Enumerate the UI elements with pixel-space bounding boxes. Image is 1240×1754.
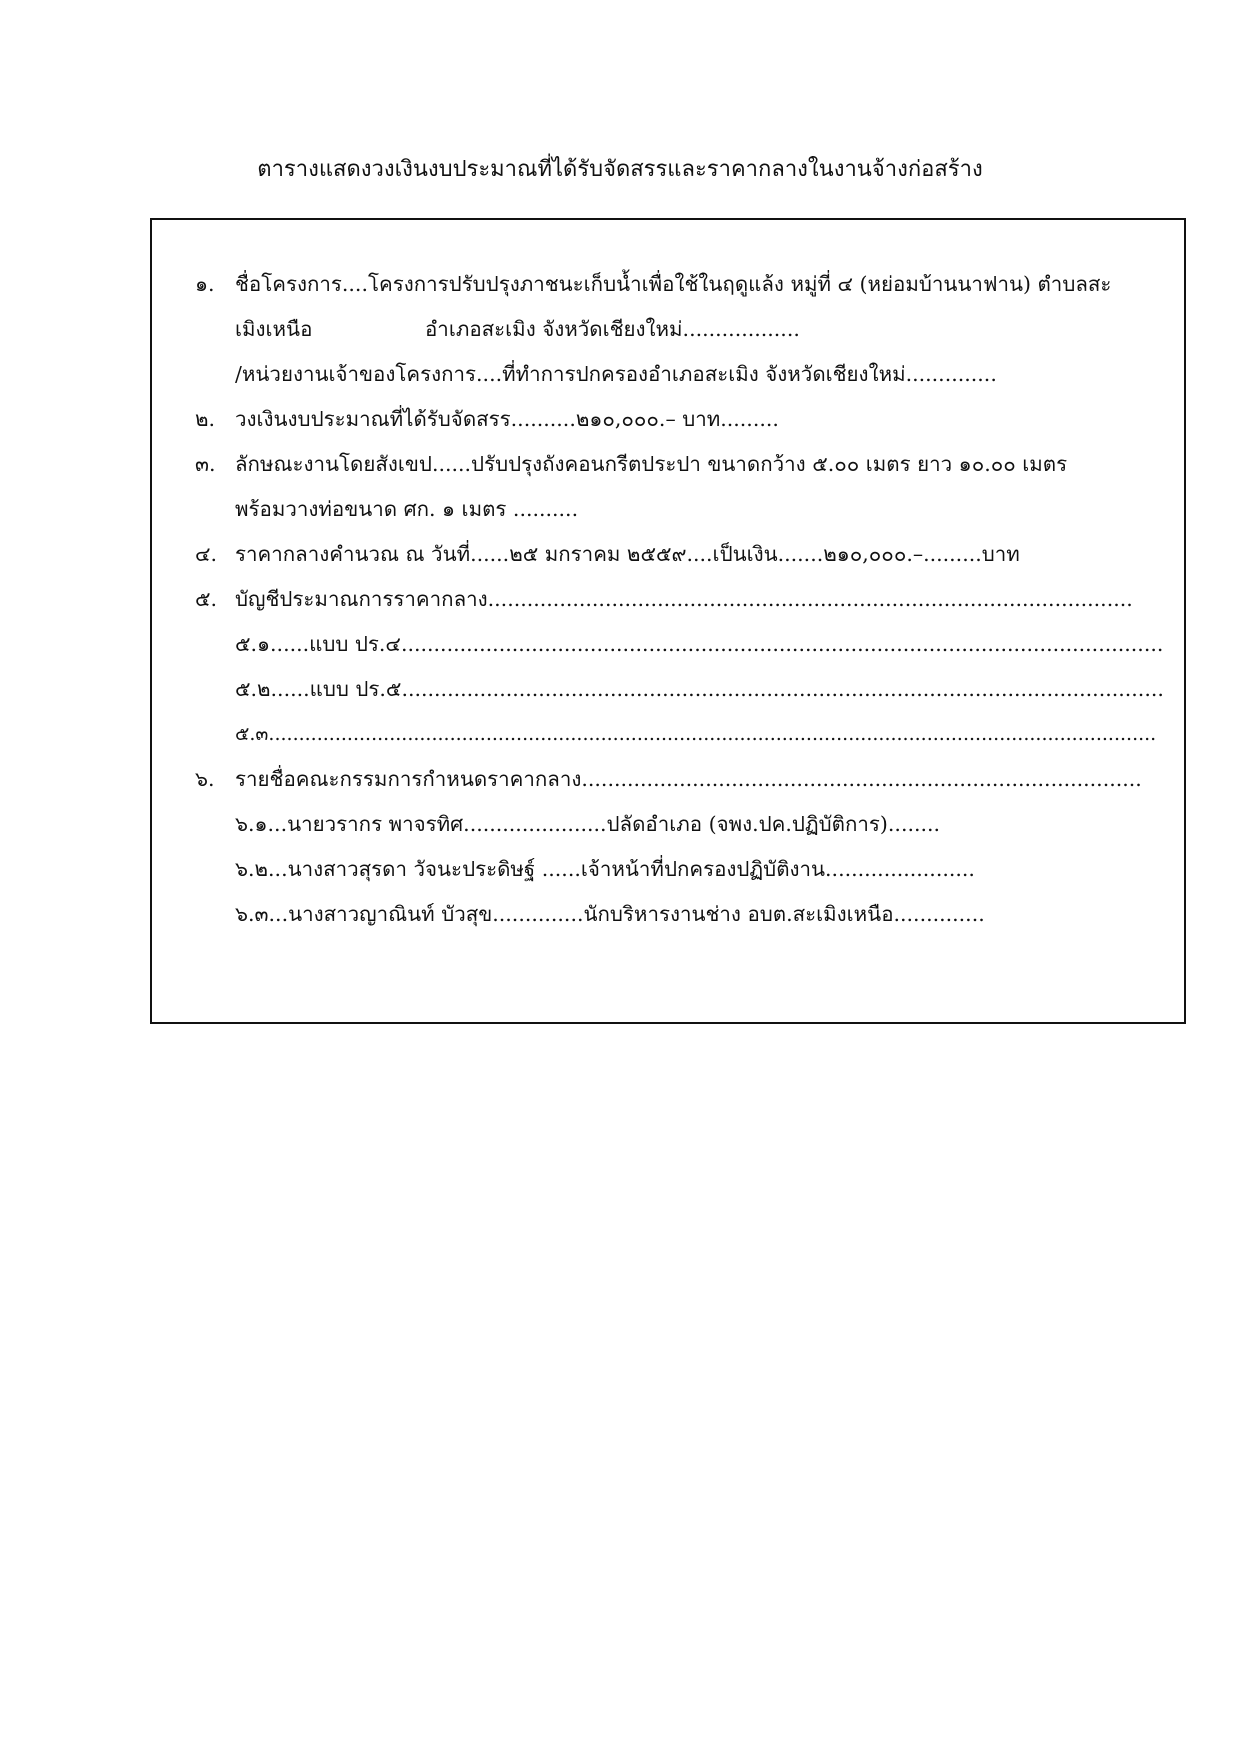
item-6-2-committee-member: ๖.๒...นางสาวสุรดา วัจนะประดิษฐ์ ......เจ้าหน้าที่ปกครองปฏิบัติงาน.......................: [235, 857, 975, 881]
document-title: ตารางแสดงวงเงินงบประมาณที่ได้รับจัดสรรและราคากลางในงานจ้างก่อสร้าง: [257, 157, 983, 182]
item-2-row: [195, 397, 779, 441]
item-1-number: ๑.: [195, 272, 215, 296]
item-5-estimate-list: บัญชีประมาณการราคากลาง...................................................................................................: [235, 587, 1133, 611]
item-4-number: ๔.: [195, 542, 218, 566]
item-5-3-blank: ๕.๓...................................................................................................................................................: [235, 723, 1157, 745]
item-6-row: [195, 757, 1142, 801]
item-3-work-description: ลักษณะงานโดยสังเขป......ปรับปรุงถังคอนกรีตประปา ขนาดกว้าง ๕.๐๐ เมตร ยาว ๑๐.๐๐ เมตร: [235, 452, 1068, 476]
item-5-1-form-por4: ๕.๑......แบบ ปร.๔.....................................................................................................................: [235, 632, 1164, 656]
item-1-district: อำเภอสะเมิง จังหวัดเชียงใหม่..................: [425, 317, 800, 341]
item-1-subdistrict: เมิงเหนือ: [235, 317, 313, 341]
item-5-2-form-por5: ๕.๒......แบบ ปร.๕.....................................................................................................................: [235, 677, 1164, 701]
item-3-number: ๓.: [195, 452, 216, 476]
item-3-work-description-cont: พร้อมวางท่อขนาด ศก. ๑ เมตร ..........: [235, 497, 579, 521]
item-1-row: [195, 262, 1111, 306]
item-6-committee-list: รายชื่อคณะกรรมการกำหนดราคากลาง......................................................................................: [235, 767, 1142, 791]
item-2-number: ๒.: [195, 407, 216, 431]
item-4-row: [195, 532, 1020, 576]
item-2-budget: วงเงินงบประมาณที่ได้รับจัดสรร..........๒๑๐,๐๐๐.– บาท.........: [235, 407, 779, 431]
item-1-owner-agency: /หน่วยงานเจ้าของโครงการ....ที่ทำการปกครองอำเภอสะเมิง จังหวัดเชียงใหม่..............: [235, 362, 997, 386]
item-1-project-name: ชื่อโครงการ....โครงการปรับปรุงภาชนะเก็บน้ำเพื่อใช้ในฤดูแล้ง หมู่ที่ ๔ (หย่อมบ้านนาฟาน) ตำบลสะ: [235, 272, 1112, 296]
item-3-row: [195, 442, 1067, 486]
item-6-number: ๖.: [195, 767, 215, 791]
item-6-3-committee-member: ๖.๓...นางสาวญาณินท์ บัวสุข..............นักบริหารงานช่าง อบต.สะเมิงเหนือ..............: [235, 902, 985, 926]
item-5-number: ๕.: [195, 587, 218, 611]
item-6-1-committee-member: ๖.๑...นายวรากร พาจรทิศ......................ปลัดอำเภอ (จพง.ปค.ปฏิบัติการ)........: [235, 812, 941, 836]
item-4-median-price: ราคากลางคำนวณ ณ วันที่......๒๕ มกราคม ๒๕๕๙....เป็นเงิน.......๒๑๐,๐๐๐.–.........บาท: [235, 542, 1020, 566]
item-5-row: [195, 577, 1133, 621]
